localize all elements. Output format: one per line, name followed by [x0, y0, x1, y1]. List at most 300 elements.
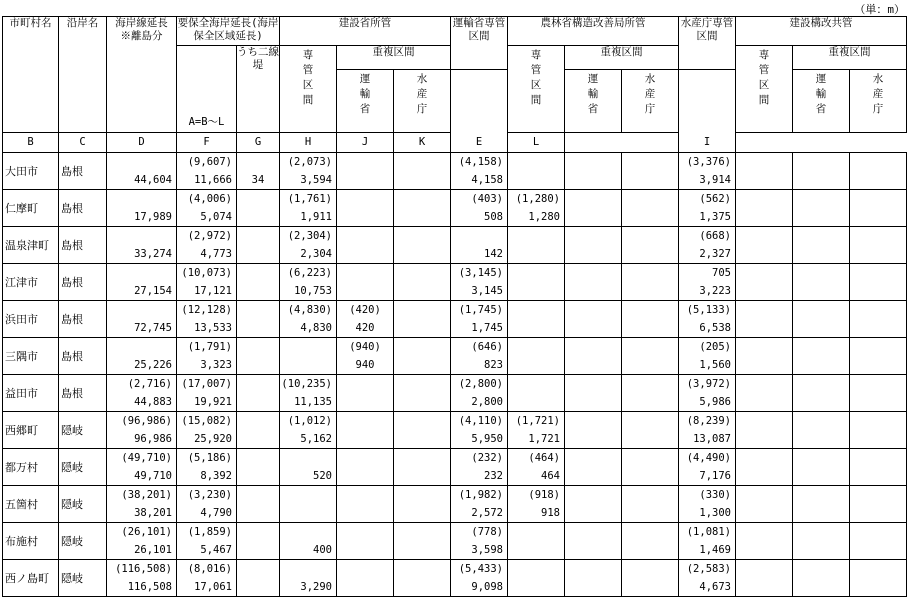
col-f — [508, 301, 565, 338]
col-e-top: (4,158) — [458, 156, 503, 168]
header-letter-k: K — [394, 133, 451, 153]
coast-name: 島根 — [59, 227, 107, 264]
coastline-length — [107, 153, 177, 190]
col-d — [394, 486, 451, 523]
protect-length-top: (12,128) — [181, 304, 232, 316]
coast-name: 隠岐 — [59, 449, 107, 486]
col-b-bottom: 5,162 — [300, 433, 332, 445]
col-l — [850, 153, 907, 190]
col-b-top: (4,830) — [287, 304, 332, 316]
col-f-top — [508, 227, 560, 245]
col-b — [280, 227, 337, 264]
col-e — [451, 338, 508, 375]
header-h-suisancho — [622, 70, 679, 133]
col-h — [622, 227, 679, 264]
col-e-top: (232) — [471, 452, 503, 464]
col-k — [793, 412, 850, 449]
col-b — [280, 338, 337, 375]
coastline-length — [107, 375, 177, 412]
coast-name: 島根 — [59, 338, 107, 375]
second-levee-top — [237, 449, 279, 467]
col-e-top: (1,982) — [458, 489, 503, 501]
col-l — [850, 523, 907, 560]
col-c-bottom: 420 — [355, 322, 375, 334]
header-protect: 要保全海岸延長(海岸保全区域延長) — [177, 17, 280, 46]
col-e-bottom: 2,800 — [471, 396, 503, 408]
second-levee-top — [237, 412, 279, 430]
coast-name: 隠岐 — [59, 486, 107, 523]
col-c-top — [337, 190, 393, 208]
col-l — [850, 227, 907, 264]
col-f-top: (918) — [528, 489, 560, 501]
col-e — [451, 523, 508, 560]
coastline-length-top — [107, 190, 172, 208]
col-i — [679, 486, 736, 523]
coastline-length-bottom: 38,201 — [134, 507, 172, 519]
col-c — [337, 227, 394, 264]
col-e-top: (778) — [471, 526, 503, 538]
header-protect-formula: A=B〜L — [177, 46, 237, 133]
header-letter-g: G — [237, 133, 280, 153]
col-f — [508, 227, 565, 264]
col-l — [850, 190, 907, 227]
header-h-suisancho-text: 水産庁 — [644, 73, 656, 115]
col-b-top: (1,012) — [287, 415, 332, 427]
second-levee-bottom — [237, 467, 279, 485]
col-e-bottom: 2,572 — [471, 507, 503, 519]
col-b — [280, 301, 337, 338]
col-d — [394, 338, 451, 375]
col-c-bottom — [337, 282, 393, 300]
col-f-bottom: 1,721 — [528, 433, 560, 445]
protect-length-bottom: 13,533 — [194, 322, 232, 334]
col-b-bottom: 400 — [313, 544, 332, 556]
col-i-bottom: 3,914 — [699, 174, 731, 186]
col-f-top: (1,721) — [515, 415, 560, 427]
col-h — [622, 412, 679, 449]
coastline-length-bottom: 27,154 — [134, 285, 172, 297]
col-b-bottom: 4,830 — [300, 322, 332, 334]
second-levee-bottom: 34 — [251, 174, 265, 186]
col-f-bottom — [508, 578, 560, 596]
col-c — [337, 523, 394, 560]
header-length — [107, 17, 177, 133]
col-i-top: (2,583) — [686, 563, 731, 575]
second-levee-bottom — [237, 282, 279, 300]
col-c-top — [337, 375, 393, 393]
col-b-bottom — [280, 504, 332, 522]
header-c-unyusho — [337, 70, 394, 133]
col-h — [622, 153, 679, 190]
col-l — [850, 264, 907, 301]
header-f-senkan — [508, 46, 565, 133]
second-levee-top — [237, 560, 279, 578]
col-e-top — [451, 227, 503, 245]
col-c-bottom — [337, 208, 393, 226]
header-l-suisancho-text: 水産庁 — [872, 73, 884, 115]
col-e — [451, 190, 508, 227]
coastline-length-top — [107, 338, 172, 356]
col-c-top: (940) — [349, 341, 381, 353]
col-c — [337, 412, 394, 449]
col-k — [793, 523, 850, 560]
municipality-name: 温泉津町 — [3, 227, 59, 264]
protect-length-bottom: 19,921 — [194, 396, 232, 408]
col-h — [622, 264, 679, 301]
col-e — [451, 412, 508, 449]
col-d — [394, 375, 451, 412]
col-b-top — [280, 338, 332, 356]
col-e-bottom: 4,158 — [471, 174, 503, 186]
col-e-top: (403) — [471, 193, 503, 205]
second-levee-top — [237, 338, 279, 356]
col-d — [394, 153, 451, 190]
second-levee — [237, 301, 280, 338]
col-c — [337, 338, 394, 375]
col-c-bottom — [337, 393, 393, 411]
col-e-top: (4,110) — [458, 415, 503, 427]
col-i — [679, 153, 736, 190]
col-i-bottom: 6,538 — [699, 322, 731, 334]
coastline-length-bottom: 25,226 — [134, 359, 172, 371]
col-i-bottom: 1,469 — [699, 544, 731, 556]
col-b — [280, 486, 337, 523]
col-b-bottom: 11,135 — [294, 396, 332, 408]
coastline-length — [107, 227, 177, 264]
col-f-top: (1,280) — [515, 193, 560, 205]
second-levee-bottom — [237, 245, 279, 263]
protect-length — [177, 486, 237, 523]
municipality-name: 浜田市 — [3, 301, 59, 338]
second-levee-bottom — [237, 578, 279, 596]
header-kensetsu: 建設省所管 — [280, 17, 451, 46]
col-e-bottom: 3,145 — [471, 285, 503, 297]
second-levee-top — [237, 227, 279, 245]
header-c-unyusho-text: 運輸省 — [359, 73, 371, 115]
protect-length-top: (5,186) — [187, 452, 232, 464]
protect-length-bottom: 5,467 — [200, 544, 232, 556]
protect-length-bottom: 3,323 — [200, 359, 232, 371]
second-levee-top — [237, 153, 279, 171]
col-j — [736, 449, 793, 486]
protect-length — [177, 153, 237, 190]
col-j — [736, 523, 793, 560]
col-l — [850, 486, 907, 523]
col-b-bottom: 1,911 — [300, 211, 332, 223]
col-b — [280, 523, 337, 560]
coast-name: 隠岐 — [59, 560, 107, 597]
col-b-top: (2,304) — [287, 230, 332, 242]
col-c — [337, 375, 394, 412]
col-e — [451, 449, 508, 486]
col-i — [679, 375, 736, 412]
col-b-bottom: 10,753 — [294, 285, 332, 297]
protect-length-top: (3,230) — [187, 489, 232, 501]
col-i — [679, 264, 736, 301]
col-i — [679, 449, 736, 486]
col-k — [793, 264, 850, 301]
protect-length-bottom: 4,773 — [200, 248, 232, 260]
table-row — [3, 449, 907, 486]
header-i-blank: I — [679, 70, 736, 153]
col-c-top — [337, 412, 393, 430]
header-norin-overlap: 重複区間 — [565, 46, 679, 70]
second-levee — [237, 375, 280, 412]
col-f-bottom — [508, 541, 560, 559]
coastline-length-bottom: 44,883 — [134, 396, 172, 408]
second-levee — [237, 338, 280, 375]
col-b-top — [280, 486, 332, 504]
coastline-length-top — [107, 227, 172, 245]
coastline-length-bottom: 96,986 — [134, 433, 172, 445]
col-h — [622, 301, 679, 338]
header-letter-f: F — [177, 133, 237, 153]
header-letter-b: B — [3, 133, 59, 153]
protect-length — [177, 338, 237, 375]
coastline-length-top — [107, 264, 172, 282]
col-f-top — [508, 338, 560, 356]
coastline-table — [2, 16, 907, 597]
col-h — [622, 486, 679, 523]
second-levee-bottom — [237, 208, 279, 226]
col-e-top: (2,800) — [458, 378, 503, 390]
col-f-top — [508, 264, 560, 282]
col-i-top: (205) — [699, 341, 731, 353]
header-b-senkan — [280, 46, 337, 133]
protect-length — [177, 412, 237, 449]
col-g — [565, 486, 622, 523]
second-levee — [237, 412, 280, 449]
col-h — [622, 338, 679, 375]
col-i-bottom: 4,673 — [699, 581, 731, 593]
header-e-blank: E — [451, 70, 508, 153]
header-l-suisancho — [850, 70, 907, 133]
second-levee — [237, 449, 280, 486]
second-levee-top — [237, 190, 279, 208]
coastline-length-bottom: 26,101 — [134, 544, 172, 556]
col-i-top: (562) — [699, 193, 731, 205]
col-i-bottom: 1,560 — [699, 359, 731, 371]
col-e-top: (5,433) — [458, 563, 503, 575]
coast-name: 島根 — [59, 264, 107, 301]
col-f — [508, 190, 565, 227]
coast-name: 隠岐 — [59, 523, 107, 560]
col-e-top: (3,145) — [458, 267, 503, 279]
col-j — [736, 301, 793, 338]
col-i — [679, 412, 736, 449]
coast-name: 島根 — [59, 190, 107, 227]
coastline-length-bottom: 116,508 — [127, 581, 172, 593]
col-i-bottom: 2,327 — [699, 248, 731, 260]
second-levee-top — [237, 301, 279, 319]
col-f-top: (464) — [528, 452, 560, 464]
coast-name: 島根 — [59, 153, 107, 190]
col-f — [508, 412, 565, 449]
protect-length-bottom: 8,392 — [200, 470, 232, 482]
second-levee — [237, 190, 280, 227]
col-j — [736, 486, 793, 523]
col-f — [508, 523, 565, 560]
protect-length — [177, 264, 237, 301]
second-levee — [237, 264, 280, 301]
col-i-top: (8,239) — [686, 415, 731, 427]
col-b-bottom: 3,594 — [300, 174, 332, 186]
second-levee — [237, 486, 280, 523]
header-coast: 沿岸名 — [59, 17, 107, 133]
coast-name: 島根 — [59, 301, 107, 338]
col-b-top: (2,073) — [287, 156, 332, 168]
header-letter-h: H — [280, 133, 337, 153]
col-f-bottom: 1,280 — [528, 211, 560, 223]
header-length-title: 海岸線延長 — [115, 17, 168, 29]
col-b-top — [280, 560, 332, 578]
col-b-top: (6,223) — [287, 267, 332, 279]
col-i-bottom: 3,223 — [699, 285, 731, 297]
protect-length — [177, 523, 237, 560]
col-g — [565, 190, 622, 227]
second-levee — [237, 523, 280, 560]
col-f-bottom: 464 — [541, 470, 560, 482]
header-kenkaiko-overlap: 重複区間 — [793, 46, 907, 70]
second-levee-top — [237, 523, 279, 541]
second-levee-bottom — [237, 356, 279, 374]
col-c-bottom — [337, 171, 393, 189]
col-e-bottom: 142 — [484, 248, 503, 260]
col-e — [451, 264, 508, 301]
col-b-top: (1,761) — [287, 193, 332, 205]
col-e — [451, 486, 508, 523]
col-k — [793, 486, 850, 523]
col-d — [394, 264, 451, 301]
col-f-bottom — [508, 245, 560, 263]
col-f — [508, 486, 565, 523]
col-b-top — [280, 449, 332, 467]
second-levee-bottom — [237, 504, 279, 522]
col-f-bottom — [508, 319, 560, 337]
protect-length-bottom: 11,666 — [194, 174, 232, 186]
col-i — [679, 301, 736, 338]
col-e — [451, 301, 508, 338]
municipality-name: 西ノ島町 — [3, 560, 59, 597]
col-c — [337, 486, 394, 523]
coastline-length-top: (2,716) — [127, 378, 172, 390]
table-row — [3, 412, 907, 449]
col-b — [280, 190, 337, 227]
col-i-top: (330) — [699, 489, 731, 501]
coastline-length-bottom: 44,604 — [134, 174, 172, 186]
coastline-length — [107, 486, 177, 523]
header-k-unyusho-text: 運輸省 — [815, 73, 827, 115]
col-b-bottom: 3,290 — [300, 581, 332, 593]
col-l — [850, 375, 907, 412]
col-c-top — [337, 227, 393, 245]
col-g — [565, 412, 622, 449]
protect-length — [177, 190, 237, 227]
header-j-senkan-text: 専管区間 — [758, 49, 770, 106]
col-f-bottom: 918 — [541, 507, 560, 519]
coastline-length-top: (49,710) — [121, 452, 172, 464]
col-f-top — [508, 301, 560, 319]
coastline-length-top: (96,986) — [121, 415, 172, 427]
col-e-bottom: 1,745 — [471, 322, 503, 334]
header-second-levee: うち二線堤 — [237, 46, 280, 133]
header-b-senkan-text: 専管区間 — [302, 49, 314, 106]
col-f — [508, 264, 565, 301]
col-d — [394, 412, 451, 449]
col-k — [793, 153, 850, 190]
coastline-length — [107, 338, 177, 375]
header-length-note: ※離島分 — [120, 30, 163, 42]
coastline-length — [107, 523, 177, 560]
col-g — [565, 264, 622, 301]
header-suisan: 水産庁専管区間 — [679, 17, 736, 70]
col-j — [736, 190, 793, 227]
col-f-bottom — [508, 171, 560, 189]
col-i-top: (1,081) — [686, 526, 731, 538]
coastline-length-top — [107, 153, 172, 171]
col-g — [565, 449, 622, 486]
header-municipality: 市町村名 — [3, 17, 59, 133]
header-j-senkan — [736, 46, 793, 133]
col-h — [622, 449, 679, 486]
protect-length-top: (15,082) — [181, 415, 232, 427]
col-g — [565, 153, 622, 190]
col-i-top: (5,133) — [686, 304, 731, 316]
col-i-bottom: 7,176 — [699, 470, 731, 482]
table-row — [3, 190, 907, 227]
municipality-name: 大田市 — [3, 153, 59, 190]
col-j — [736, 227, 793, 264]
protect-length-top: (10,073) — [181, 267, 232, 279]
coastline-length-bottom: 33,274 — [134, 248, 172, 260]
col-e — [451, 227, 508, 264]
col-b-top: (10,235) — [281, 378, 332, 390]
col-k — [793, 375, 850, 412]
coast-name: 島根 — [59, 375, 107, 412]
municipality-name: 都万村 — [3, 449, 59, 486]
col-i-top: (668) — [699, 230, 731, 242]
col-c-top — [337, 560, 393, 578]
protect-length-bottom: 17,121 — [194, 285, 232, 297]
col-k — [793, 449, 850, 486]
unit-label: （単：m） — [854, 3, 905, 16]
second-levee-top — [237, 264, 279, 282]
protect-length-top: (2,972) — [187, 230, 232, 242]
col-j — [736, 264, 793, 301]
col-c — [337, 449, 394, 486]
protect-length-bottom: 17,061 — [194, 581, 232, 593]
col-i-bottom: 1,375 — [699, 211, 731, 223]
col-c-top — [337, 486, 393, 504]
col-b — [280, 449, 337, 486]
municipality-name: 仁摩町 — [3, 190, 59, 227]
coastline-length-top — [107, 301, 172, 319]
col-e-top: (646) — [471, 341, 503, 353]
col-c-top — [337, 264, 393, 282]
protect-length — [177, 227, 237, 264]
protect-length-bottom: 5,074 — [200, 211, 232, 223]
col-c-bottom — [337, 541, 393, 559]
col-i — [679, 338, 736, 375]
col-e-bottom: 9,098 — [471, 581, 503, 593]
col-d — [394, 190, 451, 227]
col-c-bottom — [337, 245, 393, 263]
coast-name: 隠岐 — [59, 412, 107, 449]
second-levee-top — [237, 486, 279, 504]
col-b-bottom: 520 — [313, 470, 332, 482]
coastline-length-bottom: 72,745 — [134, 322, 172, 334]
col-h — [622, 523, 679, 560]
